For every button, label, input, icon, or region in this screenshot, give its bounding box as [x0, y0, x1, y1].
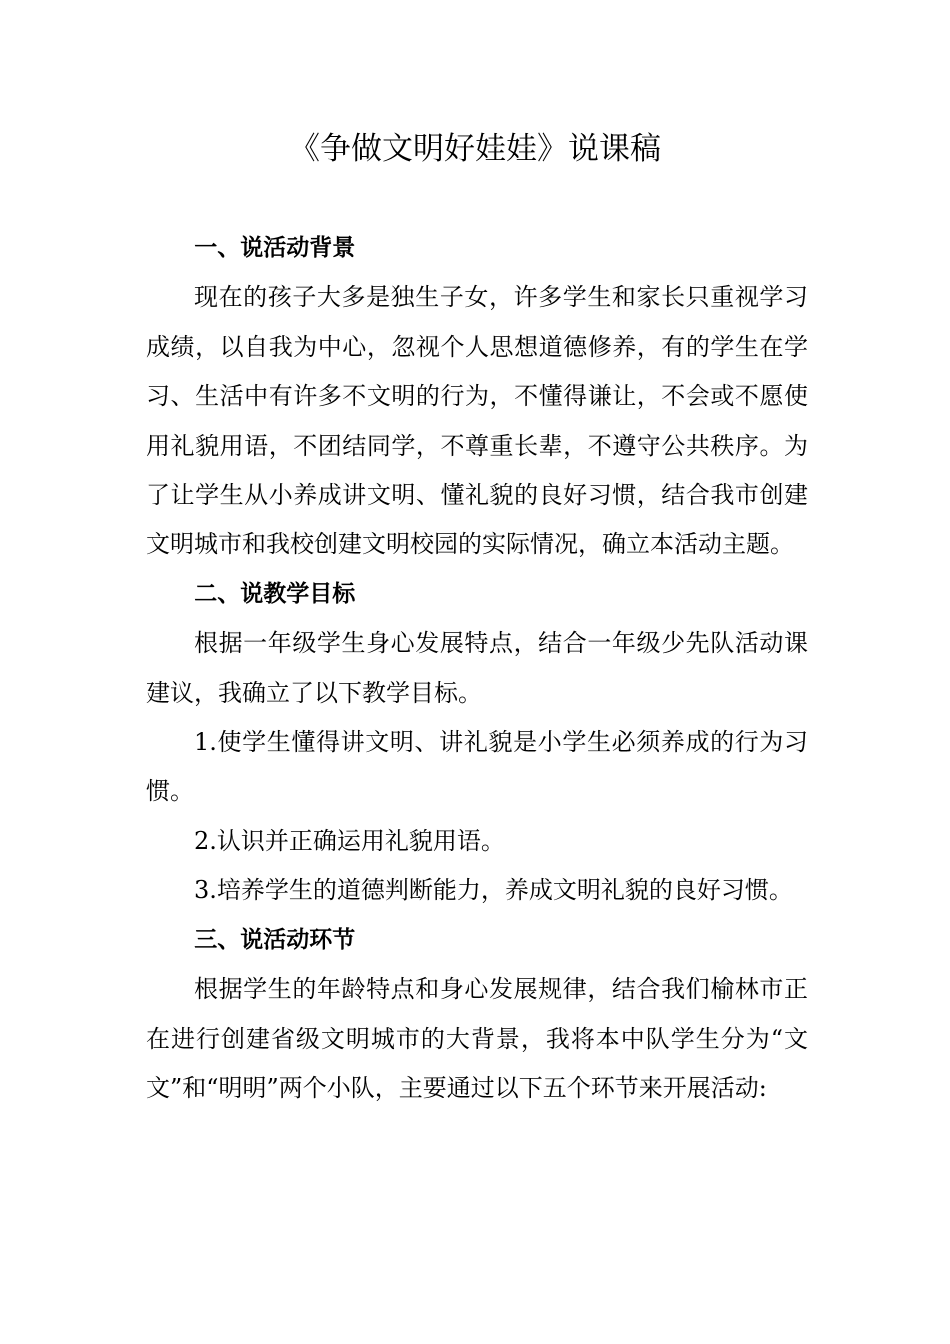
objective-item-2: 2.认识并正确运用礼貌用语。	[194, 826, 505, 855]
document-title: 《争做文明好娃娃》说课稿	[289, 131, 661, 167]
section-heading-objectives: 二、说教学目标	[194, 580, 356, 607]
objective-item-1: 1.使学生懂得讲文明、讲礼貌是小学生必须养成的行为习惯。	[146, 728, 808, 806]
paragraph-background: 现在的孩子大多是独生子女，许多学生和家长只重视学习成绩，以自我为中心，忽视个人思想道德修养，有的学生在学习、生活中有许多不文明的行为，不懂得谦让，不会或不愿使用礼貌用语，不团结同学，不尊重长辈，不遵守公共秩序。为了让学生从小养成讲文明、懂礼貌的良好习惯，结合我市创建文明城市和我校创建文明校园的实际情况，确立本活动主题。	[146, 283, 808, 559]
section-heading-activities: 三、说活动环节	[194, 926, 356, 953]
paragraph-activities: 根据学生的年龄特点和身心发展规律，结合我们榆林市正在进行创建省级文明城市的大背景，我将本中队学生分为“文文”和“明明”两个小队，主要通过以下五个环节来开展活动:	[146, 975, 808, 1102]
paragraph-objectives-intro: 根据一年级学生身心发展特点，结合一年级少先队活动课建议，我确立了以下教学目标。	[146, 629, 808, 707]
objective-item-3: 3.培养学生的道德判断能力，养成文明礼貌的良好习惯。	[194, 876, 793, 905]
document-body	[146, 224, 808, 1113]
section-heading-background: 一、说活动背景	[194, 235, 356, 261]
